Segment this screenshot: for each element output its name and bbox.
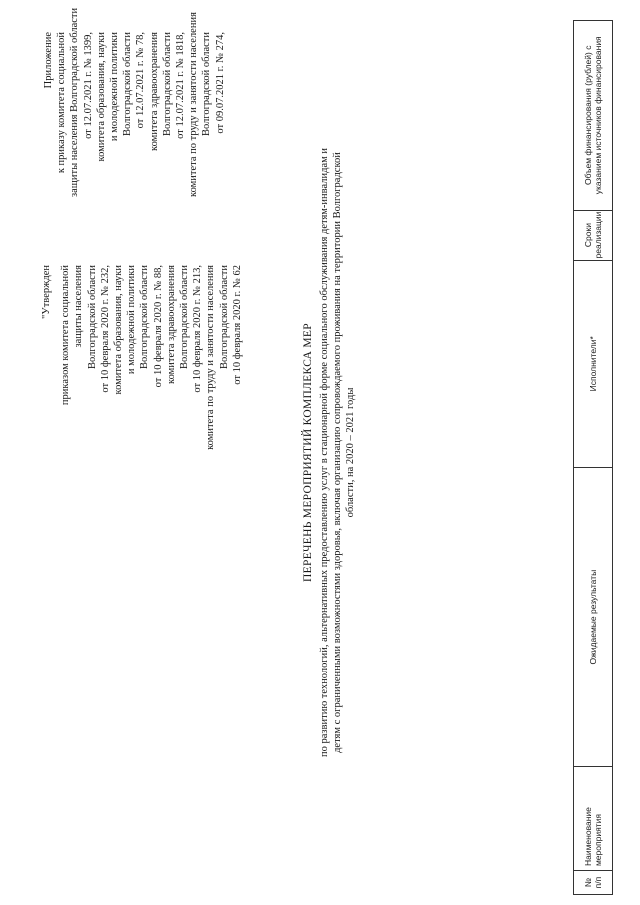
col-header-terms: Сроки реализации xyxy=(574,210,612,260)
approved-block xyxy=(40,265,244,450)
document-subtitle xyxy=(318,0,357,905)
col-header-number: № п/п xyxy=(574,870,612,894)
approved-line: от 10 февраля 2020 г. № 62 xyxy=(231,265,243,385)
approved-line: и молодежной политики xyxy=(126,265,138,375)
appendix-line: защиты населения Волгоградской области xyxy=(69,7,81,197)
appendix-line: Волгоградской области xyxy=(161,32,173,137)
subtitle-line: области, на 2020 – 2021 годы xyxy=(345,387,356,518)
appendix-line: от 12.07.2021 г. № 1399, xyxy=(82,32,94,139)
col-header-funding: Объем финансирования (рублей) с указанием источников финансирования xyxy=(583,36,603,195)
approved-line: комитета по труду и занятости населения xyxy=(205,265,217,450)
col-header-executors: Исполнители* xyxy=(574,260,612,467)
appendix-line: от 12.07.2021 г. № 1818, xyxy=(175,32,187,139)
approved-line: Волгоградской области xyxy=(218,265,230,370)
approved-line: комитета образования, науки xyxy=(113,265,125,395)
approved-line: Волгоградской области xyxy=(86,265,98,370)
appendix-line: от 09.07.2021 г. № 274, xyxy=(214,32,226,134)
appendix-line: Волгоградской области xyxy=(201,32,213,137)
appendix-line: комитета здравоохранения xyxy=(148,32,160,151)
approved-line: комитета здравоохранения xyxy=(165,265,177,384)
appendix-block xyxy=(42,7,227,197)
measures-table-header xyxy=(573,20,613,895)
col-header-measure-name: Наименование мероприятия xyxy=(574,766,612,870)
approved-line: приказом комитета социальной xyxy=(60,265,72,406)
col-header-expected-results: Ожидаемые результаты xyxy=(574,467,612,766)
appendix-line: комитета образования, науки xyxy=(95,32,107,162)
appendix-line: Приложение xyxy=(43,32,54,89)
approved-line: Волгоградской области xyxy=(139,265,151,370)
appendix-line: и молодежной политики xyxy=(109,32,121,142)
approved-line: Волгоградской области xyxy=(179,265,191,370)
approved-line: защиты населения xyxy=(73,265,85,348)
subtitle-line: детям с ограниченными возможностями здоровья, включая организацию сопровождаемого проживания на территории Волгоградской xyxy=(332,152,343,753)
subtitle-line: по развитию технологий, альтернативных предоставлению услуг в стационарной форме социального обслуживания детям-инвалидам и xyxy=(319,148,330,758)
approved-title: "Утвержден xyxy=(41,265,52,319)
appendix-line: от 12.07.2021 г. № 78, xyxy=(135,32,147,129)
document-title: ПЕРЕЧЕНЬ МЕРОПРИЯТИЙ КОМПЛЕКСА МЕР xyxy=(302,323,314,582)
appendix-line: Волгоградской области xyxy=(122,32,134,137)
approved-line: от 10 февраля 2020 г. № 213, xyxy=(192,265,204,393)
appendix-line: к приказу комитета социальной xyxy=(56,32,68,174)
approved-line: от 10 февраля 2020 г. № 232, xyxy=(99,265,111,393)
approved-line: от 10 февраля 2020 г. № 88, xyxy=(152,265,164,388)
appendix-line: комитета по труду и занятости населения xyxy=(188,12,200,197)
